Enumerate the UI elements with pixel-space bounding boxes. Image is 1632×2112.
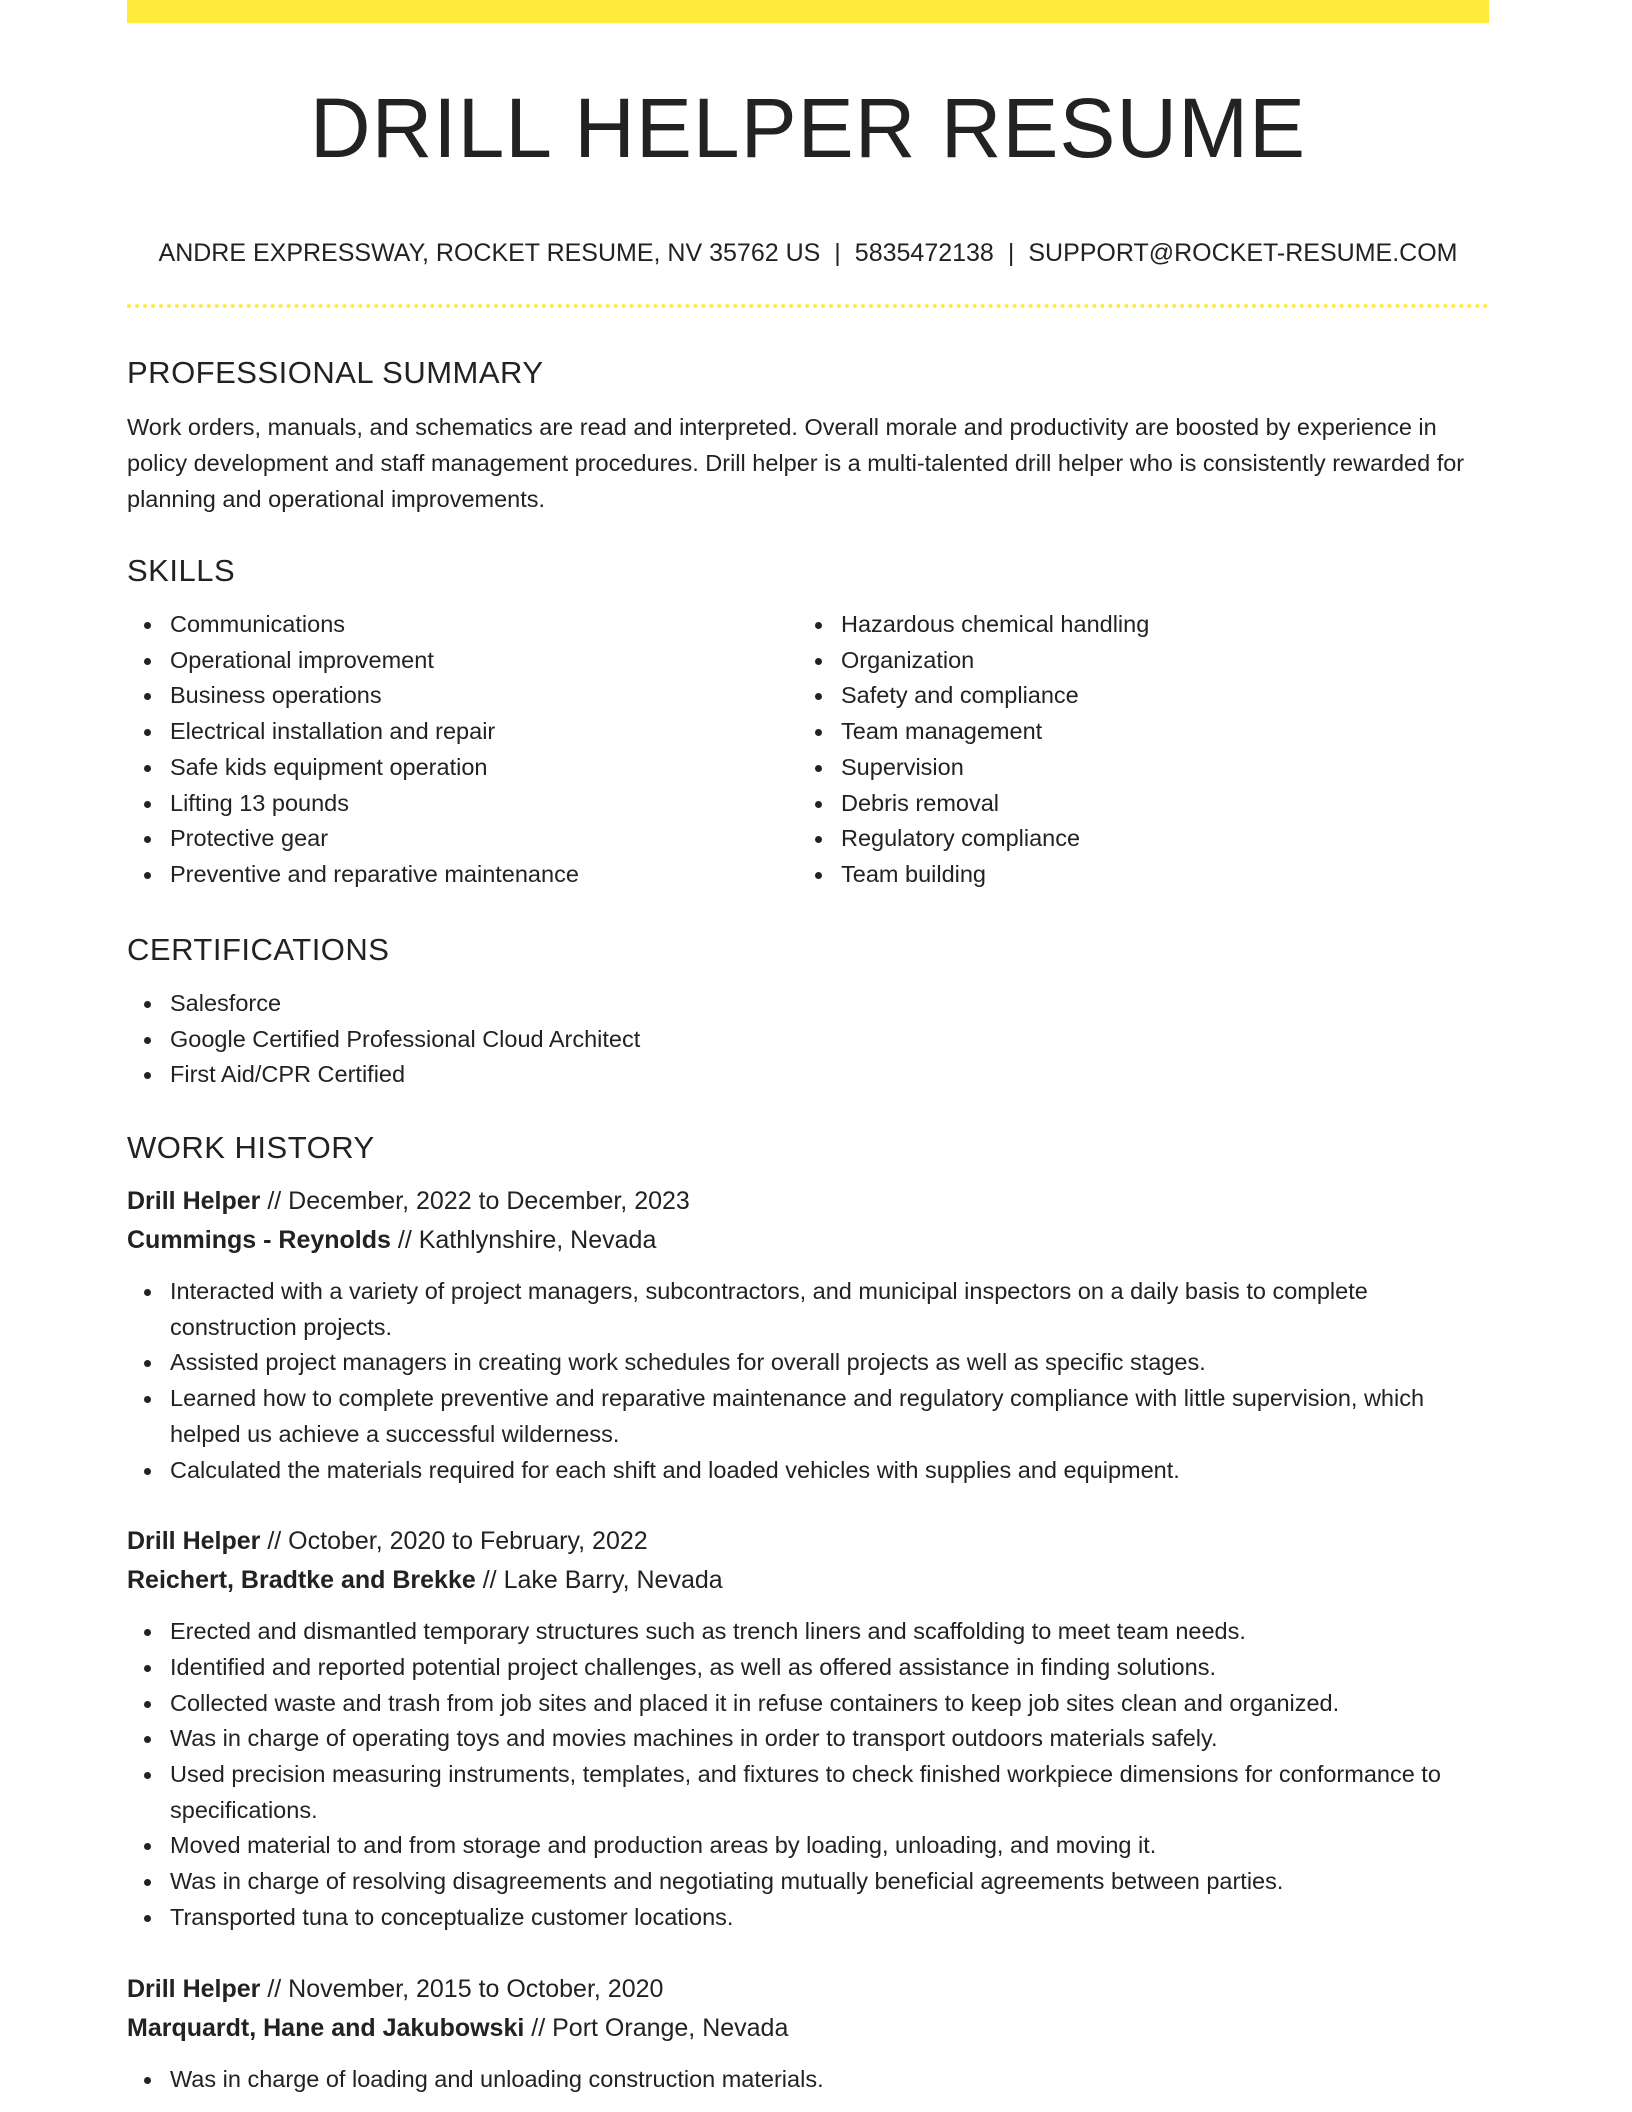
skill-item: Team building bbox=[841, 857, 1469, 893]
job-duty-item: Transported tuna to conceptualize customer locations. bbox=[170, 1900, 1489, 1936]
contact-address: ANDRE EXPRESSWAY, ROCKET RESUME, NV 35762 US bbox=[158, 239, 821, 267]
certification-item: First Aid/CPR Certified bbox=[170, 1057, 1489, 1093]
job-company: Reichert, Bradtke and Brekke bbox=[127, 1566, 476, 1595]
job-entry bbox=[127, 1182, 1489, 1488]
skill-item: Operational improvement bbox=[170, 643, 798, 679]
skills-column-left bbox=[127, 607, 798, 893]
job-title-line bbox=[127, 1522, 1489, 1561]
skill-item: Debris removal bbox=[841, 786, 1469, 822]
contact-separator: | bbox=[1007, 239, 1015, 267]
job-entry bbox=[127, 1970, 1489, 2098]
skill-item: Supervision bbox=[841, 750, 1469, 786]
job-duty-item: Erected and dismantled temporary structures such as trench liners and scaffolding to meet team needs. bbox=[170, 1614, 1489, 1650]
skill-item: Communications bbox=[170, 607, 798, 643]
header-divider bbox=[127, 304, 1489, 308]
skill-item: Business operations bbox=[170, 678, 798, 714]
job-duties-list bbox=[127, 2062, 1489, 2098]
skills-heading: SKILLS bbox=[127, 553, 236, 588]
job-duty-item: Used precision measuring instruments, templates, and fixtures to check finished workpiece dimensions for conformance to specifications. bbox=[170, 1757, 1489, 1828]
skill-item: Organization bbox=[841, 643, 1469, 679]
job-title: Drill Helper bbox=[127, 1527, 261, 1556]
job-delimiter: // bbox=[390, 1226, 419, 1254]
accent-bar bbox=[127, 0, 1489, 23]
job-title: Drill Helper bbox=[127, 1974, 261, 2003]
contact-phone: 5835472138 bbox=[854, 239, 994, 267]
job-duty-item: Learned how to complete preventive and reparative maintenance and regulatory compliance with little supervision, which helped us achieve a successful wilderness. bbox=[170, 1381, 1489, 1452]
summary-heading: PROFESSIONAL SUMMARY bbox=[127, 355, 544, 390]
job-duty-item: Was in charge of loading and unloading construction materials. bbox=[170, 2062, 1489, 2098]
job-duties-list bbox=[127, 1274, 1489, 1488]
job-title: Drill Helper bbox=[127, 1187, 261, 1215]
skill-item: Lifting 13 pounds bbox=[170, 786, 798, 822]
skill-item: Electrical installation and repair bbox=[170, 714, 798, 750]
skill-item: Protective gear bbox=[170, 821, 798, 857]
skill-item: Safety and compliance bbox=[841, 678, 1469, 714]
job-duty-item: Was in charge of resolving disagreements and negotiating mutually beneficial agreements between parties. bbox=[170, 1864, 1489, 1900]
skill-item: Regulatory compliance bbox=[841, 821, 1469, 857]
skill-item: Safe kids equipment operation bbox=[170, 750, 798, 786]
job-company-line bbox=[127, 1221, 1489, 1260]
skills-list-left bbox=[127, 607, 798, 893]
job-location: Port Orange, Nevada bbox=[552, 2013, 789, 2042]
job-duty-item: Collected waste and trash from job sites and placed it in refuse containers to keep job sites clean and organized. bbox=[170, 1686, 1489, 1722]
summary-text: Work orders, manuals, and schematics are read and interpreted. Overall morale and productivity are boosted by experience in policy development and staff management procedures. Drill helper is a multi-talented drill helper who is consistently rewarded for planning and operational improvements. bbox=[127, 414, 1465, 512]
job-delimiter: // bbox=[260, 1527, 289, 1556]
job-duties-list bbox=[127, 1614, 1489, 1935]
job-duty-item: Calculated the materials required for each shift and loaded vehicles with supplies and equipment. bbox=[170, 1453, 1489, 1489]
job-duty-item: Assisted project managers in creating work schedules for overall projects as well as specific stages. bbox=[170, 1345, 1489, 1381]
job-dates: December, 2022 to December, 2023 bbox=[288, 1187, 690, 1215]
skill-item: Preventive and reparative maintenance bbox=[170, 857, 798, 893]
certifications-heading: CERTIFICATIONS bbox=[127, 932, 390, 967]
job-title-line bbox=[127, 1970, 1489, 2009]
job-delimiter: // bbox=[524, 2013, 553, 2042]
job-company: Cummings - Reynolds bbox=[127, 1226, 391, 1254]
job-duty-item: Moved material to and from storage and production areas by loading, unloading, and moving it. bbox=[170, 1828, 1489, 1864]
resume-title: DRILL HELPER RESUME bbox=[309, 81, 1307, 175]
job-entry bbox=[127, 1522, 1489, 1935]
skill-item: Team management bbox=[841, 714, 1469, 750]
job-company: Marquardt, Hane and Jakubowski bbox=[127, 2013, 525, 2042]
certification-item: Google Certified Professional Cloud Architect bbox=[170, 1022, 1489, 1058]
contact-email: SUPPORT@ROCKET-RESUME.COM bbox=[1028, 239, 1458, 267]
skill-item: Hazardous chemical handling bbox=[841, 607, 1469, 643]
contact-separator: | bbox=[834, 239, 841, 267]
job-location: Kathlynshire, Nevada bbox=[418, 1226, 657, 1254]
contact-line bbox=[127, 234, 1489, 272]
job-duty-item: Identified and reported potential project challenges, as well as offered assistance in finding solutions. bbox=[170, 1650, 1489, 1686]
skills-section bbox=[127, 549, 1489, 893]
certification-item: Salesforce bbox=[170, 986, 1489, 1022]
job-delimiter: // bbox=[475, 1566, 504, 1595]
job-company-line bbox=[127, 2009, 1489, 2048]
work-history-heading: WORK HISTORY bbox=[127, 1130, 375, 1165]
skills-columns bbox=[127, 607, 1489, 893]
work-history-jobs bbox=[127, 1182, 1489, 2097]
certifications-section bbox=[127, 928, 1489, 1093]
skills-list-right bbox=[798, 607, 1469, 893]
job-dates: November, 2015 to October, 2020 bbox=[288, 1974, 664, 2003]
job-duty-item: Interacted with a variety of project managers, subcontractors, and municipal inspectors on a daily basis to complete construction projects. bbox=[170, 1274, 1489, 1345]
job-company-line bbox=[127, 1561, 1489, 1600]
job-title-line bbox=[127, 1182, 1489, 1221]
job-location: Lake Barry, Nevada bbox=[503, 1566, 723, 1595]
skills-column-right bbox=[798, 607, 1469, 893]
summary-section bbox=[127, 351, 1489, 517]
job-delimiter: // bbox=[260, 1187, 289, 1215]
certifications-list bbox=[127, 986, 1489, 1093]
work-history-section bbox=[127, 1126, 1489, 2097]
job-duty-item: Was in charge of operating toys and movies machines in order to transport outdoors materials safely. bbox=[170, 1721, 1489, 1757]
job-delimiter: // bbox=[260, 1974, 289, 2003]
job-dates: October, 2020 to February, 2022 bbox=[288, 1527, 648, 1556]
